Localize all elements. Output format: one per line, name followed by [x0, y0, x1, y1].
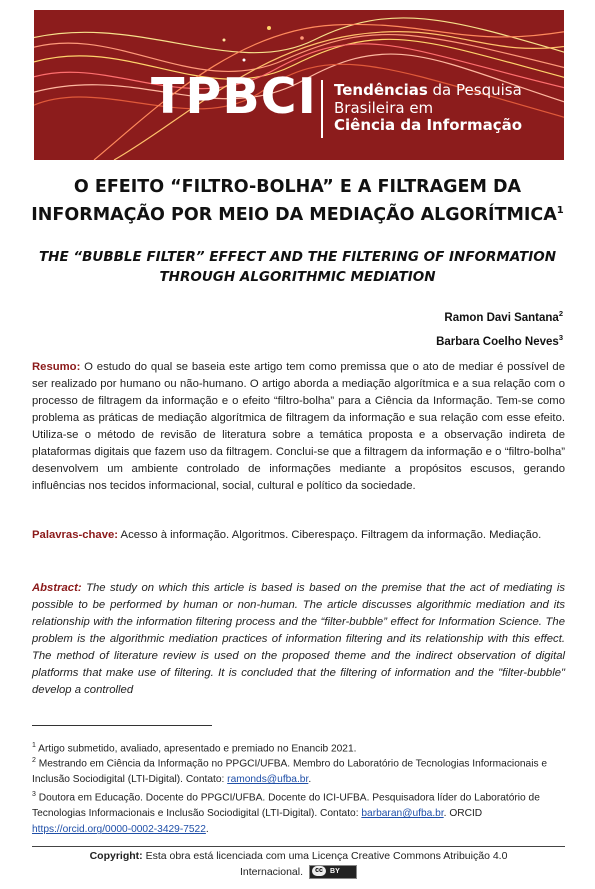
journal-subtitle: [334, 82, 522, 135]
abstract-label: Abstract:: [32, 582, 82, 594]
abstract-text: The study on which this article is based is based on the premise that the act of mediating is possible to be performed by human or non-human. The article discusses algorithmic mediation and its relationship with the information filtering process and the “filter-bubble” effect for Information Science. The problem is the algorithmic mediation practices of information filtering and its relationship with this effect. The method of literature review is used on the proposed theme and the indirect observation of digital platforms that make use of filtering. It is concluded that the filtering of information and the "filter-bubble" develop a controlled: [32, 582, 565, 696]
footnote-2: $^2$ Mestrando em Ciência da Informação no PPGCI/UFBA. Membro do Laboratório de Tecnologias Informacionais e Inclusão Sociodigital (LTI-Digital). Contato: ramonds@ufba.br.: [32, 757, 548, 786]
orcid-link[interactable]: https://orcid.org/0000-0002-3429-7522: [32, 824, 206, 836]
article-title-english: [30, 247, 565, 287]
abstract-paragraph: [32, 580, 565, 699]
copyright-text: Esta obra está licenciada com uma Licença Creative Commons Atribuição 4.0: [142, 850, 508, 862]
keywords-label: Palavras-chave:: [32, 529, 119, 541]
keywords-paragraph: [32, 527, 565, 544]
copyright-notice: [32, 848, 565, 880]
title-line1: O EFEITO “FILTRO-BOLHA” E A FILTRAGEM DA: [73, 177, 522, 197]
subtitle-line1: da Pesquisa: [427, 81, 522, 99]
footnote-1: $^1$ Artigo submetido, avaliado, apresentado e premiado no Enancib 2021.: [32, 742, 357, 755]
subtitle-bold: Tendências: [334, 81, 428, 99]
journal-banner: [34, 10, 564, 160]
author-1: Ramon Davi Santana$^2$: [444, 309, 563, 324]
author-2: Barbara Coelho Neves$^3$: [436, 332, 563, 348]
author-list: [436, 304, 563, 352]
subtitle-line3: Ciência da Informação: [334, 116, 523, 134]
copyright-label: Copyright:: [89, 850, 143, 862]
cc-by-license-icon[interactable]: cc BY: [309, 865, 357, 879]
footnote-divider: [32, 725, 212, 726]
email-link-barbara[interactable]: barbaran@ufba.br: [361, 808, 444, 820]
resumo-label: Resumo:: [32, 361, 81, 373]
title-footnote-ref: 1: [556, 205, 564, 216]
email-link-ramon[interactable]: ramonds@ufba.br: [227, 774, 309, 786]
title-en-line1: THE “BUBBLE FILTER” EFFECT AND THE FILTERING OF INFORMATION: [38, 249, 557, 265]
resumo-paragraph: [32, 359, 565, 495]
keywords-text: Acesso à informação. Algoritmos. Ciberespaço. Filtragem da informação. Mediação.: [118, 529, 542, 541]
copyright-text-2: Internacional.: [239, 866, 304, 878]
subtitle-line2: Brasileira em: [334, 98, 434, 117]
resumo-text: O estudo do qual se baseia este artigo tem como premissa que o ato de mediar é possível de ser realizado por humano ou não-humano. O artigo aborda a mediação algorítmica e a sua relação com o processo de filtragem da informação e o efeito “filtro-bolha” para a Ciência da Informação. Tem-se como problema as práticas de mediação algorítmica de filtragem da informação e sua relação com esse efeito. Utiliza-se o método de revisão de literatura sobre a temática proposta e a observação indireta de plataformas digitais que fazem uso da filtragem. Conclui-se que a filtragem da informação e o “filtro-bolha” desenvolvem um ambiente controlado de informações mediante a propósitos escusos, gerando influências nos tecidos informacional, social, cultural e político da sociedade.: [32, 361, 565, 492]
journal-logo: TPBCI: [151, 68, 317, 125]
copyright-divider: [32, 846, 565, 847]
title-en-line2: THROUGH ALGORITHMIC MEDIATION: [159, 269, 436, 285]
logo-divider: [321, 80, 323, 138]
footnote-3: $^3$ Doutora em Educação. Docente do PPGCI/UFBA. Docente do ICI-UFBA. Pesquisadora líder do Laboratório de Tecnologias Informacionais e Inclusão Sociodigital (LTI-Digital). Contato: barbaran@ufba.br. ORCID https://orcid.org/0000-0002-3429-7522.: [32, 791, 540, 836]
title-line2: INFORMAÇÃO POR MEIO DA MEDIAÇÃO ALGORÍTMICA: [31, 204, 557, 225]
article-title: [30, 175, 565, 227]
